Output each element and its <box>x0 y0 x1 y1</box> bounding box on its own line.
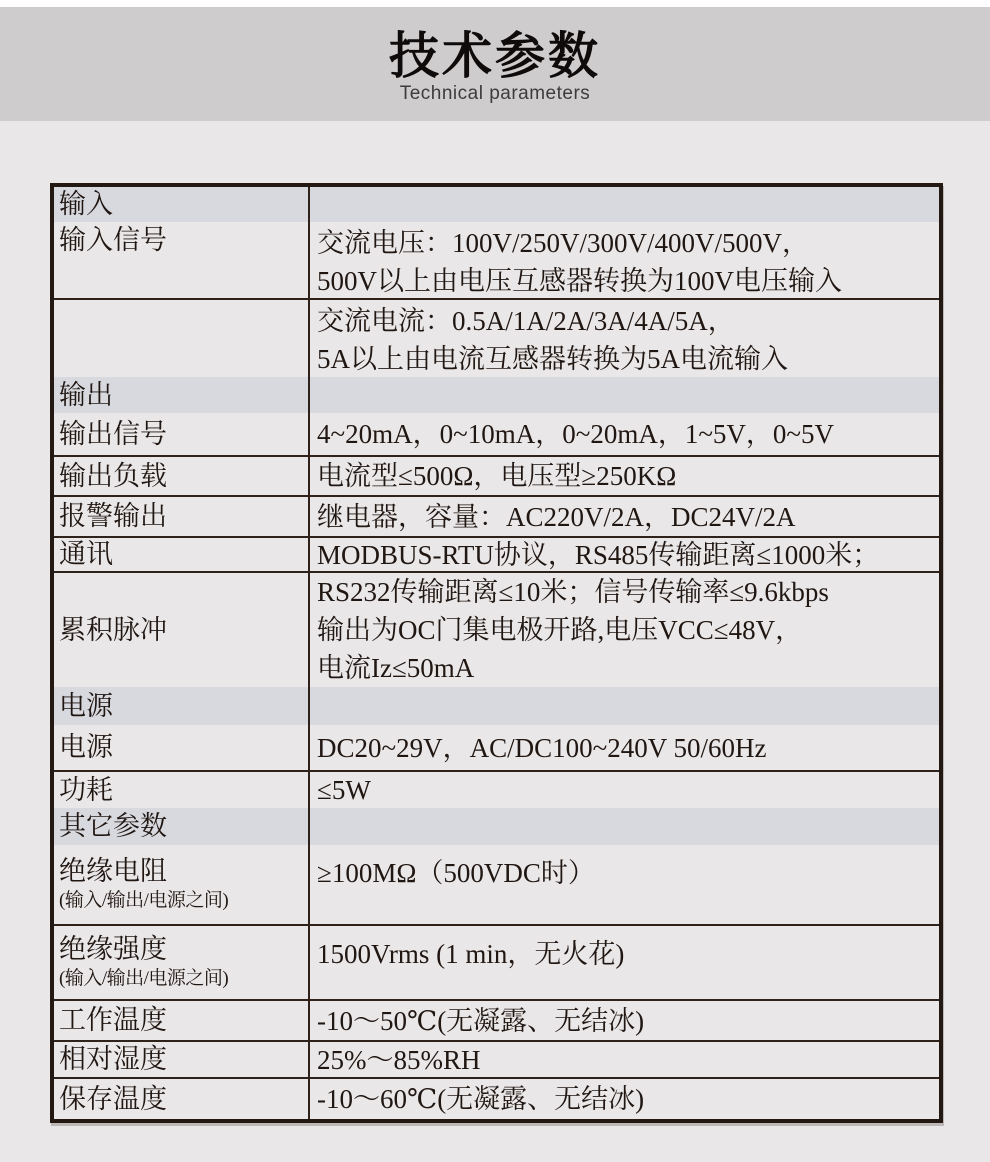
table-row-alarm-output <box>54 495 939 536</box>
table-row-output-signal <box>54 413 939 455</box>
row-value-line: 4~20mA，0~10mA，0~20mA，1~5V，0~5V <box>317 419 835 449</box>
row-value-line: 1500Vrms (1 min，无火花) <box>317 939 625 969</box>
row-value-cell <box>310 808 939 845</box>
row-value-line: ≤5W <box>317 775 371 805</box>
row-sublabel: (输入/输出/电源之间) <box>59 968 229 989</box>
page-subtitle: Technical parameters <box>399 83 591 104</box>
top-white-strip <box>0 0 990 7</box>
row-value-cell <box>310 1001 939 1040</box>
row-value-cell <box>310 377 939 413</box>
table-row-insulation-resistance <box>54 845 939 924</box>
row-label: 输入信号 <box>59 225 167 255</box>
row-label-cell <box>54 808 310 845</box>
row-label: 功耗 <box>59 774 113 805</box>
row-value-cell <box>310 538 939 571</box>
row-label-cell <box>54 1001 310 1040</box>
row-label: 电源 <box>59 732 113 762</box>
row-label: 绝缘强度 <box>59 934 167 964</box>
row-value-cell <box>310 573 939 687</box>
row-label: 累积脉冲 <box>59 614 167 645</box>
table-row-input-section <box>54 187 939 222</box>
row-label-cell <box>54 687 310 725</box>
row-value-line: ≥100MΩ（500VDC时） <box>317 858 595 888</box>
table-row-power-consumption <box>54 770 939 808</box>
row-label-cell <box>54 845 310 924</box>
spec-table <box>50 183 943 1123</box>
row-label-cell <box>54 926 310 999</box>
table-row-other-params-section <box>54 808 939 845</box>
row-label-cell <box>54 497 310 536</box>
row-label: 相对湿度 <box>59 1044 167 1074</box>
row-label-cell <box>54 457 310 495</box>
row-value-cell <box>310 457 939 495</box>
row-label-cell <box>54 725 310 770</box>
row-label-cell <box>54 573 310 687</box>
row-label-cell <box>54 1079 310 1119</box>
row-label: 报警输出 <box>59 501 167 531</box>
row-value-line: 继电器，容量：AC220V/2A，DC24V/2A <box>317 501 796 532</box>
row-value-cell <box>310 687 939 725</box>
table-row-pulse-output <box>54 571 939 687</box>
row-value-cell <box>310 926 939 999</box>
row-label-cell <box>54 1042 310 1077</box>
row-value-line: 交流电流：0.5A/1A/2A/3A/4A/5A， <box>317 306 735 336</box>
row-value-line: 5A以上由电流互感器转换为5A电流输入 <box>317 344 788 374</box>
row-value-cell <box>310 1079 939 1119</box>
table-row-communication <box>54 536 939 571</box>
section-label: 电源 <box>59 690 113 721</box>
row-label: 输出负载 <box>59 460 167 491</box>
row-label-cell <box>54 413 310 455</box>
row-value-cell <box>310 300 939 377</box>
section-label: 其它参数 <box>59 811 167 841</box>
row-label-cell <box>54 187 310 222</box>
row-value-line: DC20~29V，AC/DC100~240V 50/60Hz <box>317 732 767 763</box>
table-row-input-current <box>54 298 939 377</box>
row-label: 工作温度 <box>59 1005 167 1035</box>
table-row-storage-temperature <box>54 1077 939 1119</box>
row-label-cell <box>54 772 310 808</box>
row-value-line: 交流电压：100V/250V/300V/400V/500V， <box>317 228 809 258</box>
table-row-output-section <box>54 377 939 413</box>
section-label: 输出 <box>59 379 113 410</box>
row-value-line: 输出为OC门集电极开路,电压VCC≤48V， <box>317 615 803 645</box>
row-label: 绝缘电阻 <box>59 856 167 886</box>
row-label-cell <box>54 377 310 413</box>
row-value-cell <box>310 845 939 924</box>
row-value-cell <box>310 497 939 536</box>
row-label: 通讯 <box>59 539 113 569</box>
row-value-cell <box>310 725 939 770</box>
row-value-cell <box>310 1042 939 1077</box>
row-value-line: -10～50℃(无凝露、无结冰) <box>317 1005 645 1036</box>
row-value-cell <box>310 222 939 298</box>
row-value-line: 电流型≤500Ω，电压型≥250KΩ <box>317 461 677 491</box>
row-label: 输出信号 <box>59 418 167 449</box>
row-value-line: 500V以上由电压互感器转换为100V电压输入 <box>317 266 842 296</box>
row-sublabel: (输入/输出/电源之间) <box>59 890 229 911</box>
row-value-line: MODBUS-RTU协议，RS485传输距离≤1000米； <box>317 539 880 570</box>
row-label-cell <box>54 300 310 377</box>
table-row-relative-humidity <box>54 1040 939 1077</box>
row-value-line: 电流Iz≤50mA <box>317 653 475 683</box>
row-label-cell <box>54 538 310 571</box>
table-row-power-supply <box>54 725 939 770</box>
table-row-output-load <box>54 455 939 495</box>
page-title: 技术参数 <box>389 28 601 84</box>
row-value-cell <box>310 187 939 222</box>
row-value-cell <box>310 413 939 455</box>
row-value-line: 25%～85%RH <box>317 1044 481 1075</box>
section-label: 输入 <box>59 189 113 219</box>
row-value-line: -10～60℃(无凝露、无结冰) <box>317 1084 645 1114</box>
title-band <box>0 7 990 121</box>
table-row-insulation-strength <box>54 924 939 999</box>
row-value-cell <box>310 772 939 808</box>
row-label-cell <box>54 222 310 298</box>
table-row-power-section <box>54 687 939 725</box>
row-value-line: RS232传输距离≤10米；信号传输率≤9.6kbps <box>317 577 829 607</box>
table-row-input-signal <box>54 222 939 298</box>
row-label: 保存温度 <box>59 1083 167 1114</box>
table-row-working-temperature <box>54 999 939 1040</box>
